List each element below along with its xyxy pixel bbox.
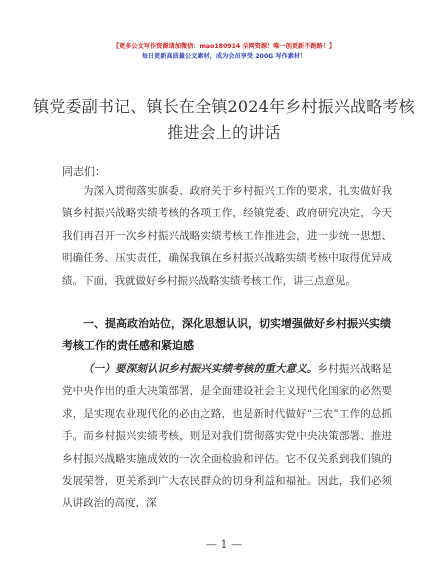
greeting: 同志们： [62, 165, 106, 178]
paragraph-significance [62, 358, 392, 515]
promo-banner [0, 42, 448, 62]
promo-banner-line2: 每日更新高质量公文素材，成为会员享受 200G 写作素材！ [141, 53, 307, 60]
page-number: — 1 — [206, 538, 242, 551]
document-title: 镇党委副书记、镇长在全镇2024年乡村振兴战略考核推进会上的讲话 [33, 97, 415, 142]
paragraph-intro: 为深入贯彻落实旗委、政府关于乡村振兴工作的要求，扎实做好我镇乡村振兴战略实绩考核的各项工作，经镇党委、政府研究决定，今天我们再召开一次乡村振兴战略实绩考核工作推进会，进一步统一思想、明确任务、压实责任，确保我镇在乡村振兴战略实绩考核中取得优异成绩。下面，我就做好乡村振兴战略实绩考核工作，讲三点意见。 [62, 185, 392, 287]
subheading-1: （一）要深刻认识乡村振兴实绩考核的重大意义。 [83, 363, 318, 375]
paragraph-significance-text: 乡村振兴战略是党中央作出的重大决策部署，是全面建设社会主义现代化国家的必然要求，是实现农业现代化的必由之路，也是新时代做好“三农”工作的总抓手。而乡村振兴实绩考核，则是对我们贯彻落实党中央决策部署、推进乡村振兴战略实施成效的一次全面检验和评估。它不仅关系到我们镇的发展荣誉，更关系到广大农民群众的切身利益和福祉。因此，我们必须从讲政治的高度，深 [62, 363, 393, 510]
section-heading-1: 一、提高政治站位，深化思想认识，切实增强做好乡村振兴实绩考核工作的责任感和紧迫感 [62, 317, 391, 352]
promo-banner-line1: 【更多公文写作资源请加微信：mao180914 全网资源！唯一创更新不跑路！】 [112, 43, 336, 50]
